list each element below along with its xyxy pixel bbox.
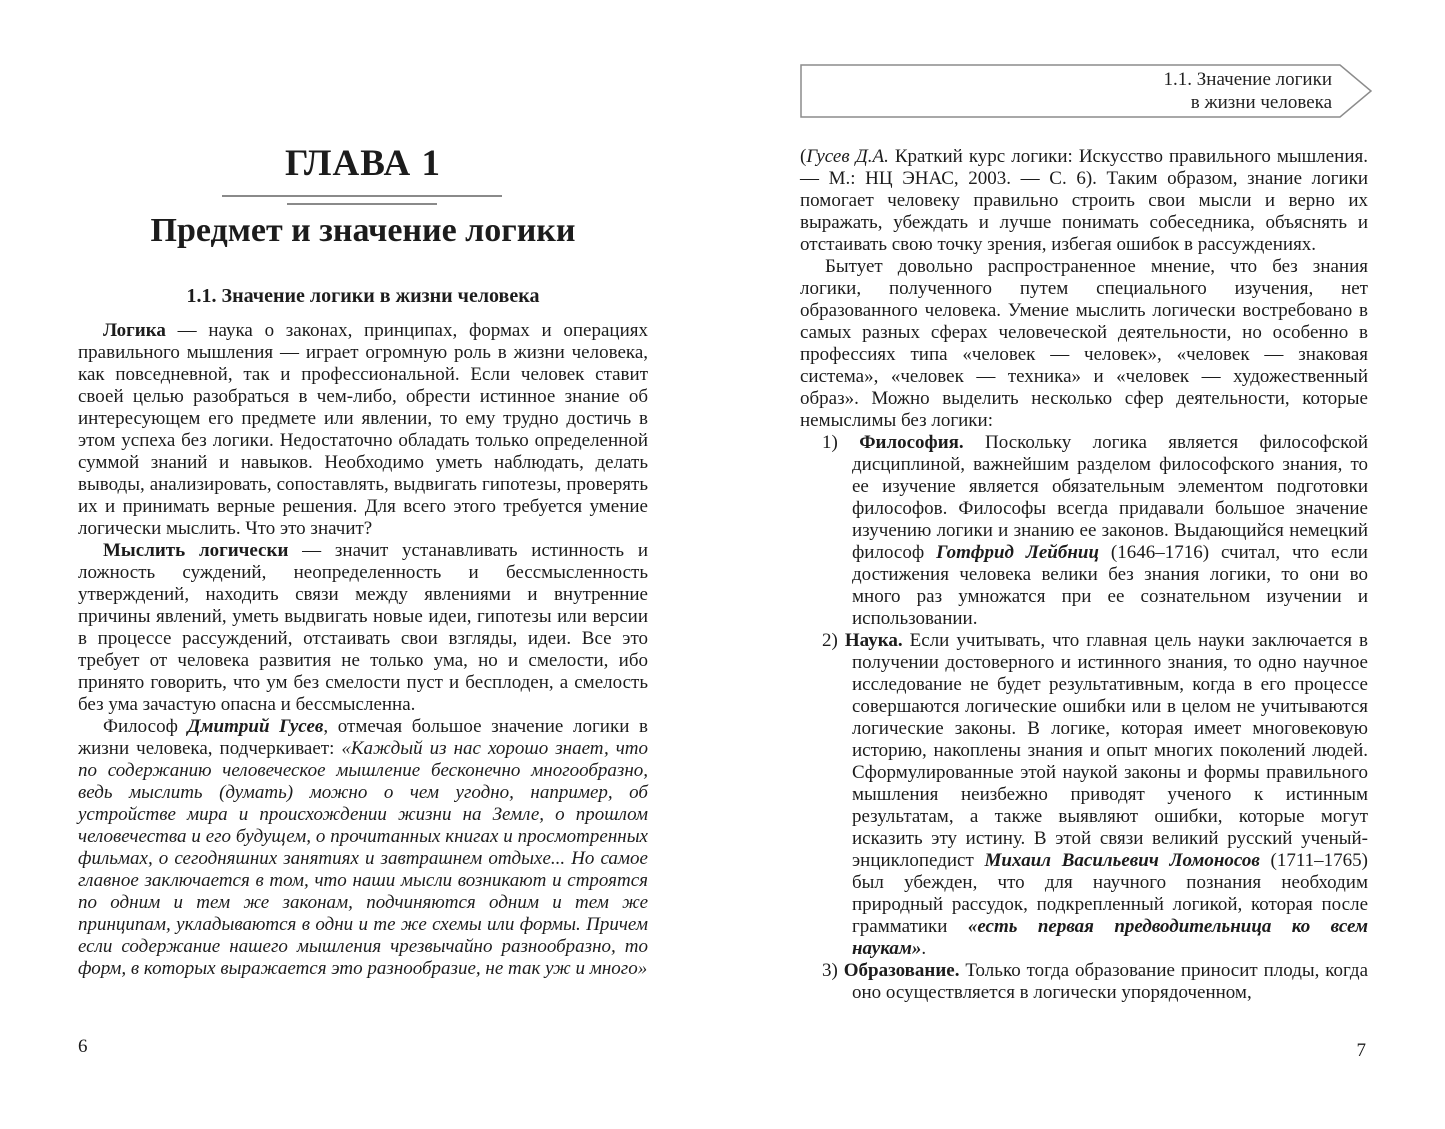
list-item (800, 630, 1368, 960)
text-run: Только тогда образование приносит плоды, когда оно осуществляется в логически упорядоченном, (852, 960, 1368, 1003)
text-run: Наука. (844, 630, 910, 651)
paragraph (78, 716, 648, 980)
running-header-line1: 1.1. Значение логики (1163, 69, 1332, 90)
list-item (800, 432, 1368, 630)
text-run: Михаил Васильевич Ломоносов (984, 850, 1260, 871)
text-run: Если учитывать, что главная цель науки заключается в получении достоверного и истинного знания, то одно научное исследование не будет результативным, когда в его процессе совершаются логические ошибки или в целом не учитываются логические законы. В логике, которая имеет многовековую историю, накоплены знания и опыт многих поколений людей. Сформулированные этой наукой законы и формы правильного мышления неизбежно приводят ученого к истинным результатам, а также выявляют ошибки, которые могут исказить эту истину. В этой связи великий русский ученый-энциклопедист (852, 630, 1369, 871)
page-number-right: 7 (1356, 1040, 1366, 1061)
chapter-title: Предмет и значение логики (150, 212, 576, 249)
text-run: (1646–1716) считал, что если достижения человека велики без знания логики, то они во много раз умножатся при ее сознательном изучении и использовании. (852, 542, 1368, 629)
page-left (78, 0, 648, 1129)
page-number-left: 6 (78, 1036, 88, 1057)
text-run: — наука о законах, принципах, формах и операциях правильного мышления — играет огромную роль в жизни человека, как повседневной, так и профессиональной. Если человек ставит своей целью разобраться в чем-либо, обрести истинное знание об интересующем его предмете или явлении, то ему трудно достичь в этом успеха без логики. Недостаточно обладать только определенной суммой знаний и навыков. Необходимо уметь наблюдать, делать выводы, анализировать, сопоставлять, выдвигать гипотезы, проверять их и принимать верные решения. Для всего этого требуется умение логически мыслить. Что это значит? (78, 320, 648, 539)
text-run: «есть первая предводительница ко всем наукам» (852, 916, 1368, 959)
text-run: Поскольку логика является философской дисциплиной, важнейшим разделом философского знания, то ее изучение является обязательным элементом подготовки философов. Философы всегда придавали большое значение изучению логики и знанию ее законов. Выдающийся немецкий философ (852, 432, 1369, 563)
text-run: 3) (822, 960, 844, 981)
text-run: ( (800, 146, 807, 167)
right-paragraphs (800, 146, 1368, 432)
body-text-right (800, 146, 1368, 1004)
page-right (800, 0, 1368, 1129)
text-run: , отмечая большое значение логики в жизни человека, подчеркивает: (78, 716, 648, 759)
chapter-label: ГЛАВА 1 (284, 143, 442, 184)
text-run: Гусев Д.А. (806, 146, 889, 167)
numbered-list (800, 432, 1368, 1004)
text-run: — значит устанавливать истинность и ложность суждений, неопределенность и бессмысленность утверждений, находить связи между явлениями и внутренние причины явлений, уметь выдвигать новые идеи, гипотезы или версии в процессе рассуждений, отстаивать свои взгляды, идеи. Все это требует от человека развития не только ума, но и смелости, ибо принято говорить, что ум без смелости пуст и бесплоден, а смелость без ума зачастую опасна и бессмысленна. (78, 540, 648, 715)
text-run: Логика (103, 320, 166, 341)
text-run: Мыслить логически (103, 540, 289, 561)
chapter-divider-line-narrow (287, 203, 437, 205)
text-run: (1711–1765) был убежден, что для научного познания необходим природный рассудок, подкрепленный логикой, которая после грамматики (852, 850, 1368, 937)
text-run: . (921, 938, 927, 959)
text-run: Готфрид Лейбниц (936, 542, 1100, 563)
paragraph (800, 256, 1368, 432)
text-run: 2) (822, 630, 845, 651)
paragraph (78, 540, 648, 716)
text-run: 1) (822, 432, 860, 453)
text-run: Бытует довольно распространенное мнение, что без знания логики, полученного путем специального изучения, нет образованного человека. Умение мыслить логически востребовано в самых разных сферах человеческой деятельности, но особенно в профессиях типа «человек — человек», «человек — знаковая система», «человек — техника» и «человек — художественный образ». Можно выделить несколько сфер деятельности, которые немыслимы без логики: (800, 256, 1368, 431)
body-text-left (78, 320, 648, 980)
running-header-banner (800, 64, 1372, 118)
list-item (800, 960, 1368, 1004)
text-run: Философия. (859, 432, 986, 453)
text-run: Краткий курс логики: Искусство правильного мышления. — М.: НЦ ЭНАС, 2003. — С. 6). Таким образом, знание логики помогает человеку правильно строить свои мысли и верно их выражать, убеждать и лучше понимать собеседника, объяснять и отстаивать свою точку зрения, избегая ошибок в рассуждениях. (800, 146, 1369, 255)
text-run: Философ (103, 716, 188, 737)
section-subheading: 1.1. Значение логики в жизни человека (186, 285, 540, 307)
text-run: «Каждый из нас хорошо знает, что по содержанию человеческое мышление бесконечно многообразно, ведь мыслить (думать) можно о чем угодно, например, об устройстве мира и происхождении жизни на Земле, о прошлом человечества и его будущем, о прочитанных книгах и просмотренных фильмах, о сегодняшних занятиях и завтрашнем отдыхе... Но самое главное заключается в том, что наши мысли возникают и строятся по одним и тем же законам, подчиняются одним и тем же принципам, укладываются в одни и те же схемы или формы. Причем если содержание нашего мышления чрезвычайно разнообразно, то форм, в которых выражается это разнообразие, не так уж и много» (78, 738, 648, 979)
text-run: Образование. (843, 960, 966, 981)
paragraph (800, 146, 1368, 256)
running-header-text (852, 68, 1332, 114)
running-header-line2: в жизни человека (1190, 92, 1332, 113)
paragraph (78, 320, 648, 540)
text-run: Дмитрий Гусев (187, 716, 324, 737)
chapter-divider-line-wide (222, 195, 502, 197)
